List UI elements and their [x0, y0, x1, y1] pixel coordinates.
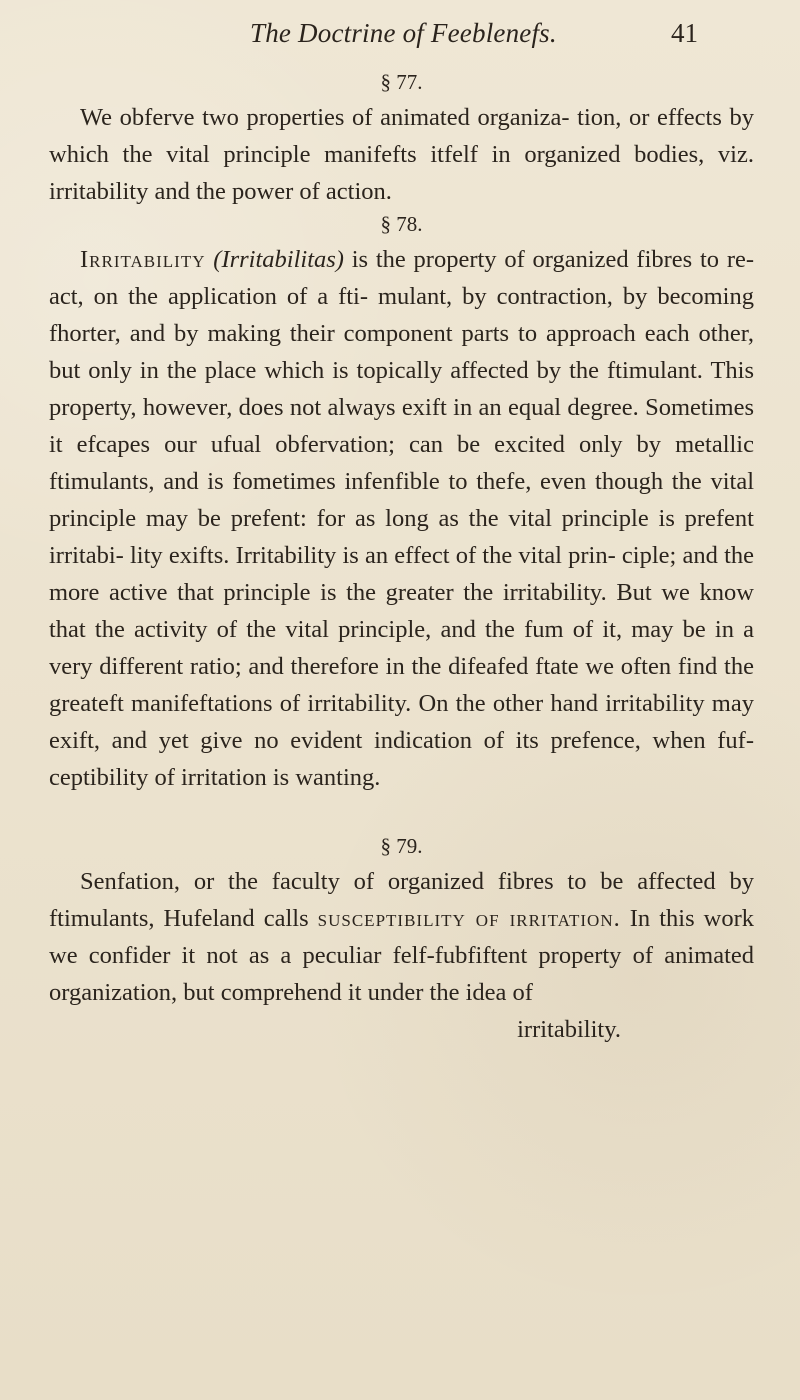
paragraph-78-text: is the property of organized fibres to re-act, on the application of a fti- mulant, by contraction, by becoming fhorter, and by making their component parts to approach each other, but only in the place which is topically affected by the ftimulant. This property, however, does not always exift in an equal degree. Sometimes it efcapes our ufual obfervation; can be excited only by metallic ftimulants, and is fometimes infenfible to thefe, even though the vital principle may be prefent: for as long as the vital principle is prefent irritabi- lity exifts. Irritability is an effect of the vital prin- ciple; and the more active that principle is the greater the irritability. But we know that the activity of the vital principle, and the fum of it, may be in a very different ratio; and therefore in the difeafed ftate we often find the greateft manifeftations of irritability. On the other hand irritability may exift, and yet give no evident indication of its prefence, when fuf- ceptibility of irritation is wanting. — [49, 246, 755, 791]
running-title: The Doctrine of Feeblenefs. — [250, 18, 557, 48]
paragraph-79-start: Senfation, or the faculty of organized fibres to be affected by ftimulants, Hufeland calls — [49, 868, 754, 932]
paragraph-79-end: In this work we confider it not as a peculiar felf-fubfiftent property of animated organization, but comprehend it under the idea of — [49, 905, 754, 1006]
paragraph-79-final-line: irritability. — [517, 1016, 621, 1043]
section-gap-large — [49, 796, 754, 836]
paragraph-77: We obferve two properties of animated organiza- tion, or effects by which the vital principle manifefts itfelf in organized bodies, viz. irritability and the power of action. — [49, 104, 754, 205]
irritability-term: Irritability — [80, 246, 206, 273]
section-mark-77: § 77. — [380, 70, 423, 94]
section-mark-78: § 78. — [380, 212, 423, 236]
paragraph-78 — [49, 241, 754, 796]
page-header — [0, 0, 800, 62]
section-mark-79: § 79. — [380, 834, 423, 858]
page-content — [49, 72, 754, 1048]
susceptibility-term: susceptibility of irritation. — [317, 905, 621, 932]
page-number: 41 — [671, 18, 698, 48]
paragraph-79 — [49, 863, 754, 1011]
irritabilitas-term: (Irritabilitas) — [213, 246, 344, 273]
